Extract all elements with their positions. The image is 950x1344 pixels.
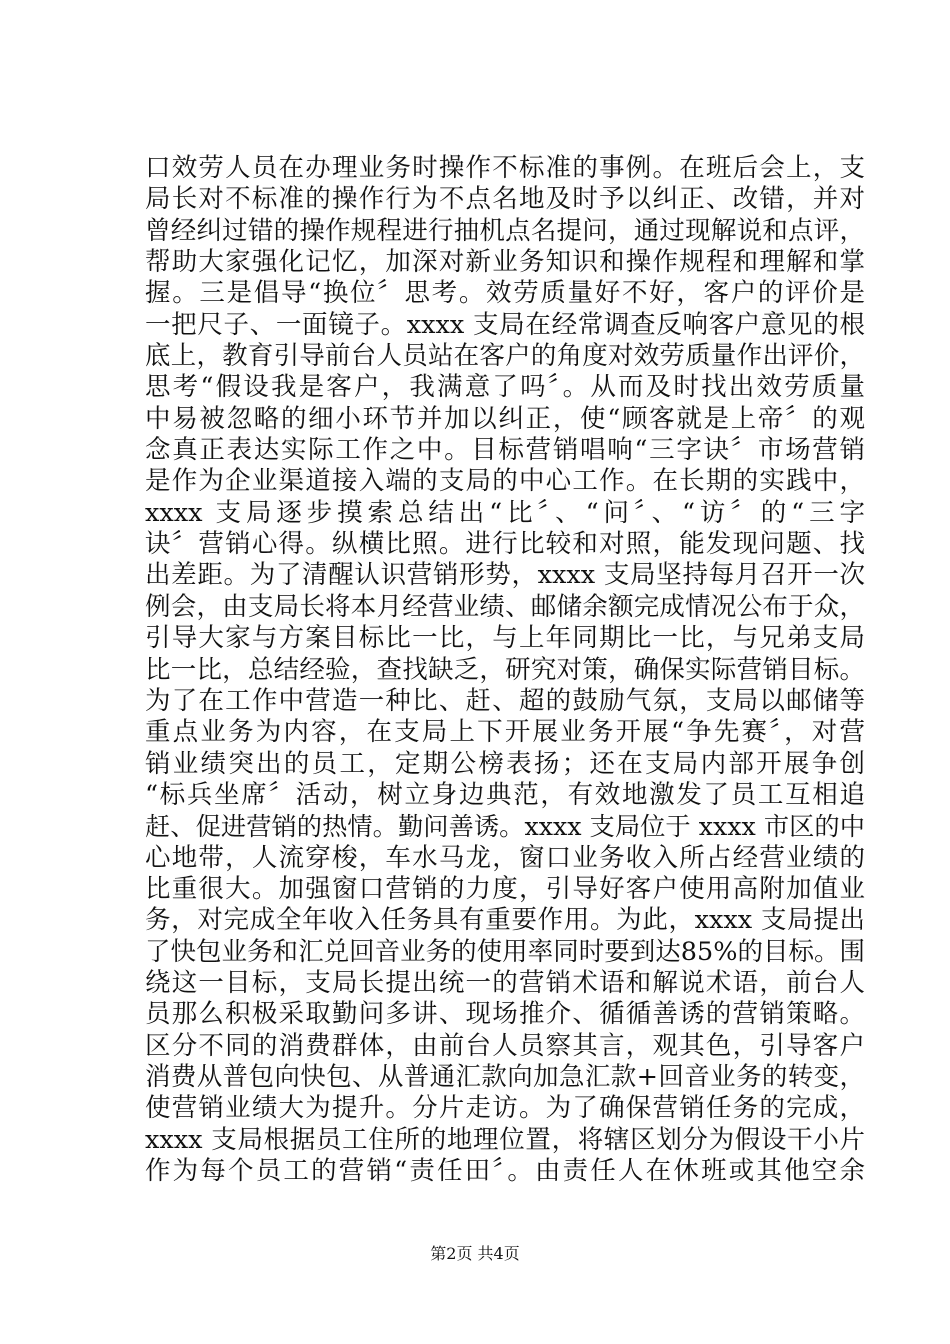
text-line: 握。三是倡导“换位〞思考。效劳质量好不好，客户的评价是	[145, 278, 865, 309]
text-line: 为了在工作中营造一种比、赶、超的鼓励气氛，支局以邮储等	[145, 685, 865, 716]
text-line: 一把尺子、一面镜子。xxxx 支局在经常调查反响客户意见的根	[145, 309, 865, 340]
text-line: 底上，教育引导前台人员站在客户的角度对效劳质量作出评价，	[145, 341, 865, 372]
text-line: 局长对不标准的操作行为不点名地及时予以纠正、改错，并对	[145, 184, 865, 215]
text-line: 作为每个员工的营销“责任田〞。由责任人在休班或其他空余	[145, 1156, 865, 1186]
text-line: “标兵坐席〞活动，树立身边典范，有效地激发了员工互相追	[145, 779, 865, 810]
text-line: 念真正表达实际工作之中。目标营销唱响“三字诀〞市场营销	[145, 435, 865, 466]
text-line: 比一比，总结经验，查找缺乏，研究对策，确保实际营销目标。	[145, 654, 865, 685]
text-line: 心地带，人流穿梭，车水马龙，窗口业务收入所占经营业绩的	[145, 842, 865, 873]
text-line: 了快包业务和汇兑回音业务的使用率同时要到达85%的目标。围	[145, 936, 865, 967]
text-line: xxxx 支局逐步摸索总结出“比〞、“问〞、“访〞的“三字	[145, 497, 865, 528]
text-line: 重点业务为内容，在支局上下开展业务开展“争先赛〞，对营	[145, 717, 865, 748]
text-line: 绕这一目标，支局长提出统一的营销术语和解说术语，前台人	[145, 967, 865, 998]
text-line: 务，对完成全年收入任务具有重要作用。为此，xxxx 支局提出	[145, 905, 865, 936]
text-line: xxxx 支局根据员工住所的地理位置，将辖区划分为假设干小片	[145, 1124, 865, 1155]
text-line: 赶、促进营销的热情。勤问善诱。xxxx 支局位于 xxxx 市区的中	[145, 812, 865, 842]
text-line: 思考“假设我是客户，我满意了吗〞。从而及时找出效劳质量	[145, 372, 865, 403]
text-line: 使营销业绩大为提升。分片走访。为了确保营销任务的完成，	[145, 1093, 865, 1124]
page-footer: 第2页 共4页	[430, 1244, 520, 1263]
text-line: 销业绩突出的员工，定期公榜表扬；还在支局内部开展争创	[145, 748, 865, 779]
text-line: 帮助大家强化记忆，加深对新业务知识和操作规程和理解和掌	[145, 247, 865, 278]
text-line: 诀〞营销心得。纵横比照。进行比较和对照，能发现问题、找	[145, 529, 865, 560]
text-line: 是作为企业渠道接入端的支局的中心工作。在长期的实践中，	[145, 466, 865, 497]
text-line: 消费从普包向快包、从普通汇款向加急汇款+回音业务的转变，	[145, 1061, 865, 1092]
text-line: 例会，由支局长将本月经营业绩、邮储余额完成情况公布于众，	[145, 591, 865, 622]
text-line: 口效劳人员在办理业务时操作不标准的事例。在班后会上，支	[145, 153, 865, 183]
text-line: 中易被忽略的细小环节并加以纠正，使“顾客就是上帝〞的观	[145, 403, 865, 434]
text-line: 比重很大。加强窗口营销的力度，引导好客户使用高附加值业	[145, 873, 865, 904]
text-line: 引导大家与方案目标比一比，与上年同期比一比，与兄弟支局	[145, 623, 865, 654]
text-line: 区分不同的消费群体，由前台人员察其言，观其色，引导客户	[145, 1030, 865, 1061]
text-line: 出差距。为了清醒认识营销形势，xxxx 支局坚持每月召开一次	[145, 560, 865, 591]
text-line: 曾经纠过错的操作规程进行抽机点名提问，通过现解说和点评，	[145, 215, 865, 246]
text-line: 员那么积极采取勤问多讲、现场推介、循循善诱的营销策略。	[145, 999, 865, 1030]
body-text	[145, 153, 865, 1187]
